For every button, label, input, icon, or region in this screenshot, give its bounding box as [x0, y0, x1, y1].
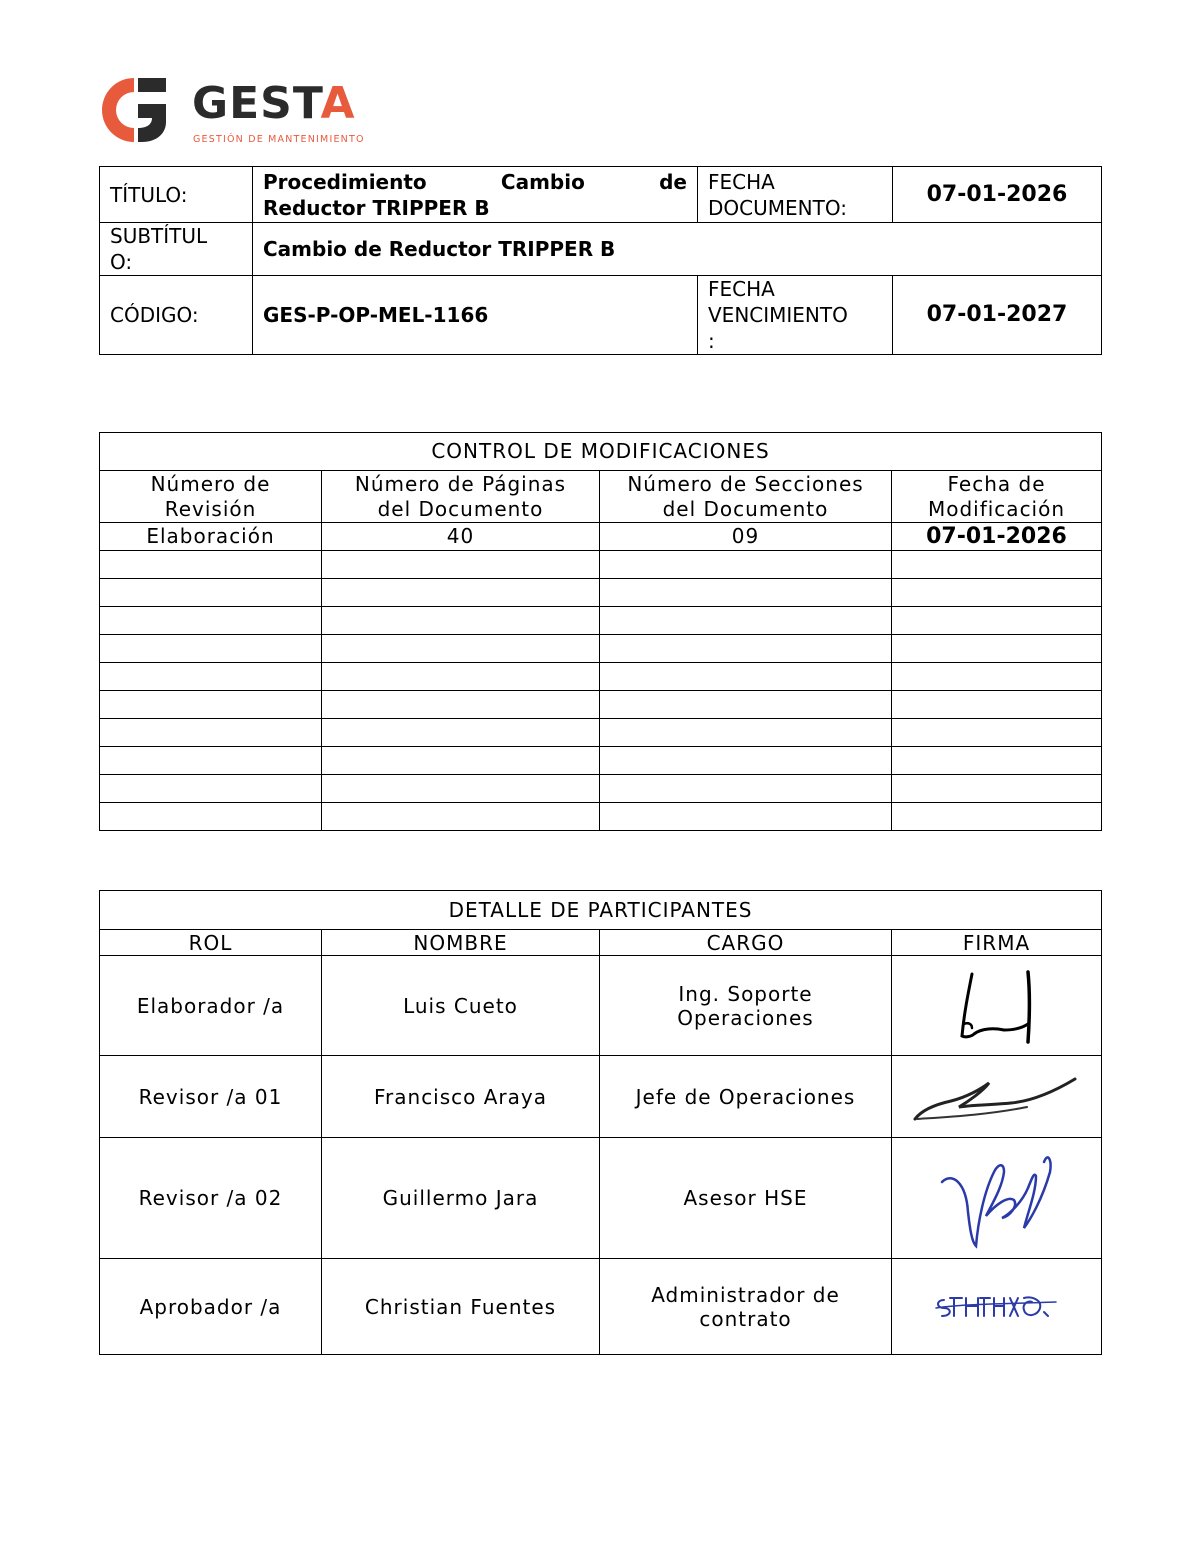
firma-cell: [892, 1259, 1102, 1355]
titulo-value: Procedimiento Cambio de Reductor TRIPPER B: [253, 167, 698, 223]
empty-row: [100, 691, 1102, 719]
secciones-cell: 09: [600, 523, 892, 551]
empty-row: [100, 551, 1102, 579]
nombre-cell: Luis Cueto: [322, 956, 600, 1056]
empty-row: [100, 635, 1102, 663]
cargo-cell: Asesor HSE: [600, 1138, 892, 1259]
nombre-cell: Christian Fuentes: [322, 1259, 600, 1355]
col-rol: ROL: [100, 930, 322, 956]
col-numero-paginas: Número de Páginas del Documento: [322, 471, 600, 523]
document-header-table: [99, 166, 1102, 355]
nombre-cell: Guillermo Jara: [322, 1138, 600, 1259]
empty-row: [100, 607, 1102, 635]
fecha-documento-value: 07-01-2026: [893, 167, 1102, 223]
empty-row: [100, 719, 1102, 747]
gesta-logo: [100, 74, 380, 150]
firma-cell: [892, 1138, 1102, 1259]
logo-tagline: GESTIÓN DE MANTENIMIENTO: [193, 134, 365, 145]
empty-row: [100, 579, 1102, 607]
rol-cell: Elaborador /a: [100, 956, 322, 1056]
codigo-value: GES-P-OP-MEL-1166: [253, 276, 698, 355]
col-fecha-modificacion: Fecha de Modificación: [892, 471, 1102, 523]
logo-wordmark: GESTA: [192, 78, 356, 129]
empty-row: [100, 747, 1102, 775]
subtitulo-value: Cambio de Reductor TRIPPER B: [253, 223, 1102, 276]
firma-cell: [892, 1056, 1102, 1138]
codigo-label: CÓDIGO:: [100, 276, 253, 355]
table-row: [100, 956, 1102, 1056]
col-numero-revision: Número de Revisión: [100, 471, 322, 523]
titulo-label: TÍTULO:: [100, 167, 253, 223]
col-numero-secciones: Número de Secciones del Documento: [600, 471, 892, 523]
paginas-cell: 40: [322, 523, 600, 551]
control-modificaciones-title: CONTROL DE MODIFICACIONES: [100, 433, 1102, 471]
gesta-g-mark-icon: [100, 74, 170, 146]
empty-row: [100, 775, 1102, 803]
table-row: [100, 1056, 1102, 1138]
nombre-cell: Francisco Araya: [322, 1056, 600, 1138]
signature-image-1: [942, 964, 1052, 1048]
control-modificaciones-table: [99, 432, 1102, 831]
rol-cell: Revisor /a 01: [100, 1056, 322, 1138]
fecha-documento-label: FECHA DOCUMENTO:: [698, 167, 893, 223]
firma-cell: [892, 956, 1102, 1056]
empty-row: [100, 803, 1102, 831]
subtitulo-label: SUBTÍTUL O:: [100, 223, 253, 276]
detalle-participantes-table: [99, 890, 1102, 1355]
fecha-vencimiento-value: 07-01-2027: [893, 276, 1102, 355]
rol-cell: Aprobador /a: [100, 1259, 322, 1355]
rol-cell: Revisor /a 02: [100, 1138, 322, 1259]
cargo-cell: Jefe de Operaciones: [600, 1056, 892, 1138]
detalle-participantes-title: DETALLE DE PARTICIPANTES: [100, 891, 1102, 930]
fecha-vencimiento-label: FECHA VENCIMIENTO :: [698, 276, 893, 355]
table-row: [100, 523, 1102, 551]
col-nombre: NOMBRE: [322, 930, 600, 956]
signature-image-2: [907, 1067, 1087, 1127]
revision-cell: Elaboración: [100, 523, 322, 551]
table-row: [100, 1259, 1102, 1355]
col-firma: FIRMA: [892, 930, 1102, 956]
signature-image-3: [932, 1142, 1062, 1254]
cargo-cell: Ing. Soporte Operaciones: [600, 956, 892, 1056]
table-row: [100, 1138, 1102, 1259]
fecha-cell: 07-01-2026: [892, 523, 1102, 551]
col-cargo: CARGO: [600, 930, 892, 956]
empty-row: [100, 663, 1102, 691]
cargo-cell: Administrador de contrato: [600, 1259, 892, 1355]
signature-image-4: [932, 1290, 1062, 1324]
